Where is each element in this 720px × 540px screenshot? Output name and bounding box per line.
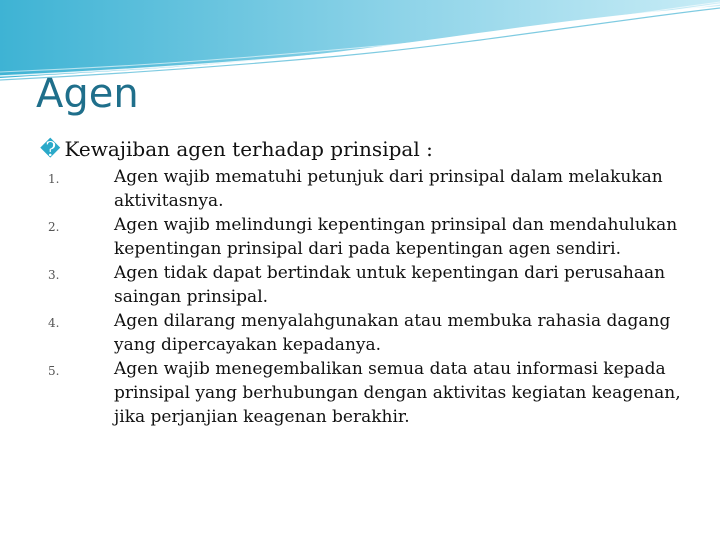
list-item: [40, 309, 690, 357]
list-item: [40, 165, 690, 213]
main-bullet-text: Kewajiban agen terhadap prinsipal :: [64, 137, 433, 161]
item-number: 3.: [48, 268, 60, 282]
list-item: [40, 213, 690, 261]
item-number: 1.: [48, 172, 60, 186]
item-number: 4.: [48, 316, 60, 330]
item-number: 5.: [48, 364, 60, 378]
item-text: Agen wajib melindungi kepentingan prinsipal dan mendahulukan kepentingan prinsipal dari pada kepentingan agen sendiri.: [114, 215, 678, 259]
item-text: Agen wajib mematuhi petunjuk dari prinsipal dalam melakukan aktivitasnya.: [114, 167, 663, 211]
bullet-glyph: �: [40, 137, 61, 161]
item-text: Agen wajib menegembalikan semua data atau informasi kepada prinsipal yang berhubungan dengan aktivitas kegiatan keagenan, jika perjanjian keagenan berakhir.: [114, 359, 681, 427]
item-text: Agen dilarang menyalahgunakan atau membuka rahasia dagang yang dipercayakan kepadanya.: [114, 311, 671, 355]
item-text: Agen tidak dapat bertindak untuk kepentingan dari perusahaan saingan prinsipal.: [114, 263, 666, 307]
list-item: [40, 357, 690, 429]
obligation-list: [40, 165, 690, 429]
list-item: [40, 261, 690, 309]
slide-title: Agen: [36, 71, 139, 117]
item-number: 2.: [48, 220, 60, 234]
main-bullet: [40, 135, 433, 163]
